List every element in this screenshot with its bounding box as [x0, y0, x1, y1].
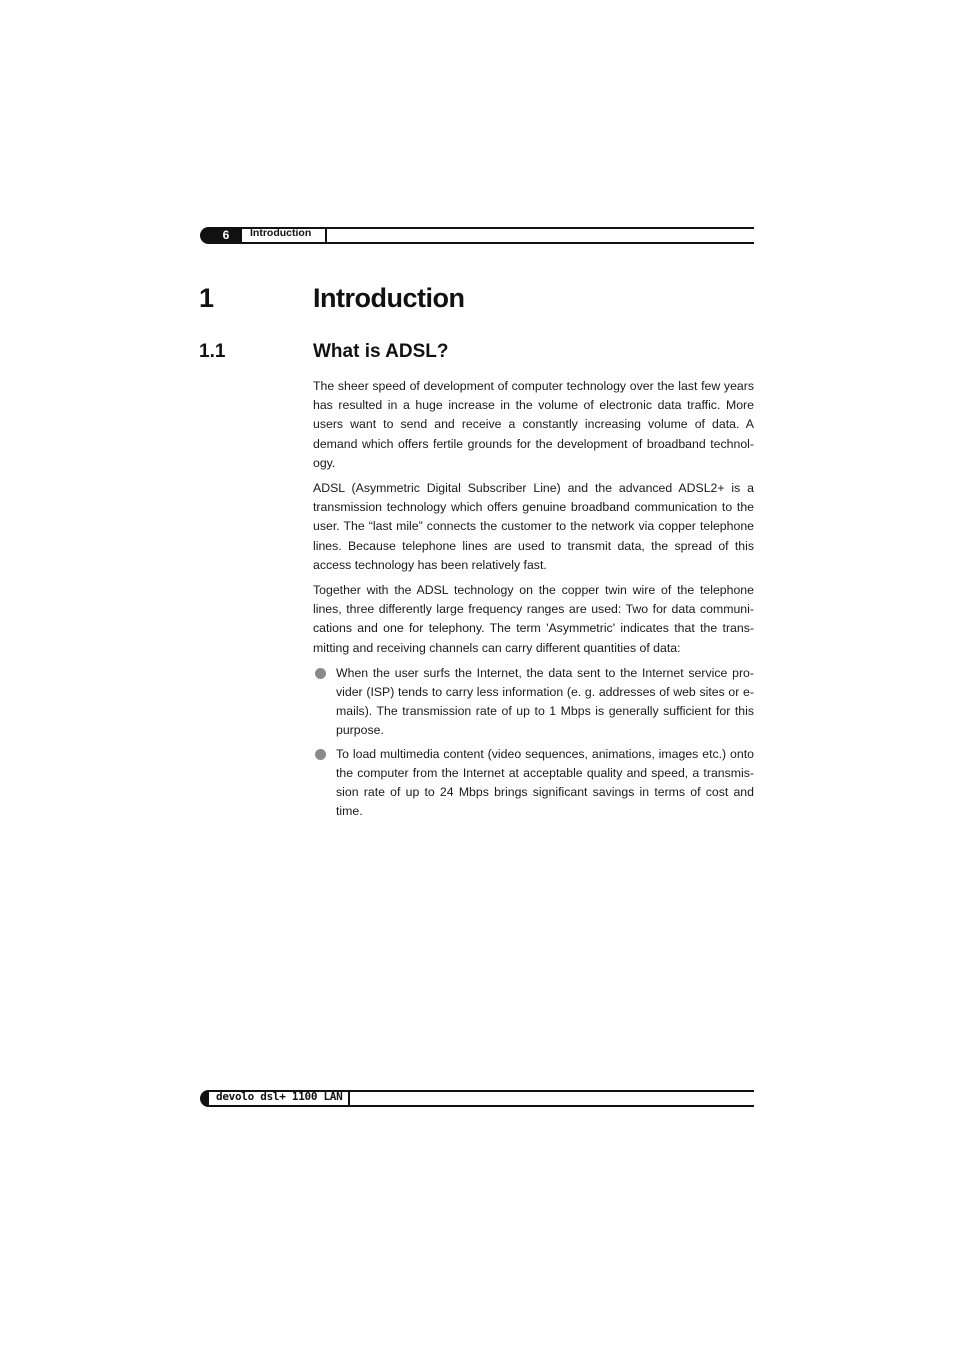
list-item	[313, 745, 754, 822]
list-item-text: To load multimedia content (video sequences, animations, images etc.) onto the computer from the Internet at acceptable quality and speed, a transmission rate of up to 24 Mbps brings significant savings in terms of cost and time.	[336, 746, 754, 819]
footer-cap	[200, 1090, 209, 1107]
bullet-list	[313, 664, 754, 822]
list-item-text: When the user surfs the Internet, the data sent to the Internet service provider (ISP) tends to carry less information (e. g. addresses of web sites or e-mails). The transmission rate of up to 1 Mbps is generally sufficient for this purpose.	[336, 665, 754, 738]
chapter-number: 1	[199, 283, 214, 313]
bullet-icon	[315, 668, 326, 679]
paragraph: ADSL (Asymmetric Digital Subscriber Line) and the advanced ADSL2+ is a transmission technology which offers genuine broadband communication to the user. The “last mile” connects the customer to the network via copper telephone lines. Because telephone lines are used to transmit data, the spread of this access technology has been relatively fast.	[313, 481, 754, 572]
body-text	[313, 377, 754, 825]
header-section-title: Introduction	[250, 227, 312, 239]
page-number: 6	[222, 228, 230, 242]
running-header	[200, 227, 754, 244]
paragraph: Together with the ADSL technology on the copper twin wire of the telephone lines, three differently large frequency ranges are used: Two for data communications and one for telephony. The term 'Asymmetric' indicates that the transmitting and receiving channels can carry different quantities of data:	[313, 583, 754, 655]
bullet-icon	[315, 749, 326, 760]
paragraph: The sheer speed of development of computer technology over the last few years has resulted in a huge increase in the volume of electronic data traffic. More users want to send and receive a constantly increasing volume of data. A demand which offers fertile grounds for the development of broadband technology.	[313, 379, 754, 470]
footer-product-name: devolo dsl+ 1100 LAN	[216, 1090, 343, 1103]
list-item	[313, 664, 754, 741]
chapter-title: Introduction	[313, 283, 465, 313]
page-number-tab	[200, 227, 242, 244]
footer-separator	[348, 1090, 350, 1107]
section-title: What is ADSL?	[313, 341, 449, 362]
header-separator	[325, 227, 327, 244]
section-number: 1.1	[199, 341, 226, 362]
running-footer	[200, 1090, 754, 1107]
